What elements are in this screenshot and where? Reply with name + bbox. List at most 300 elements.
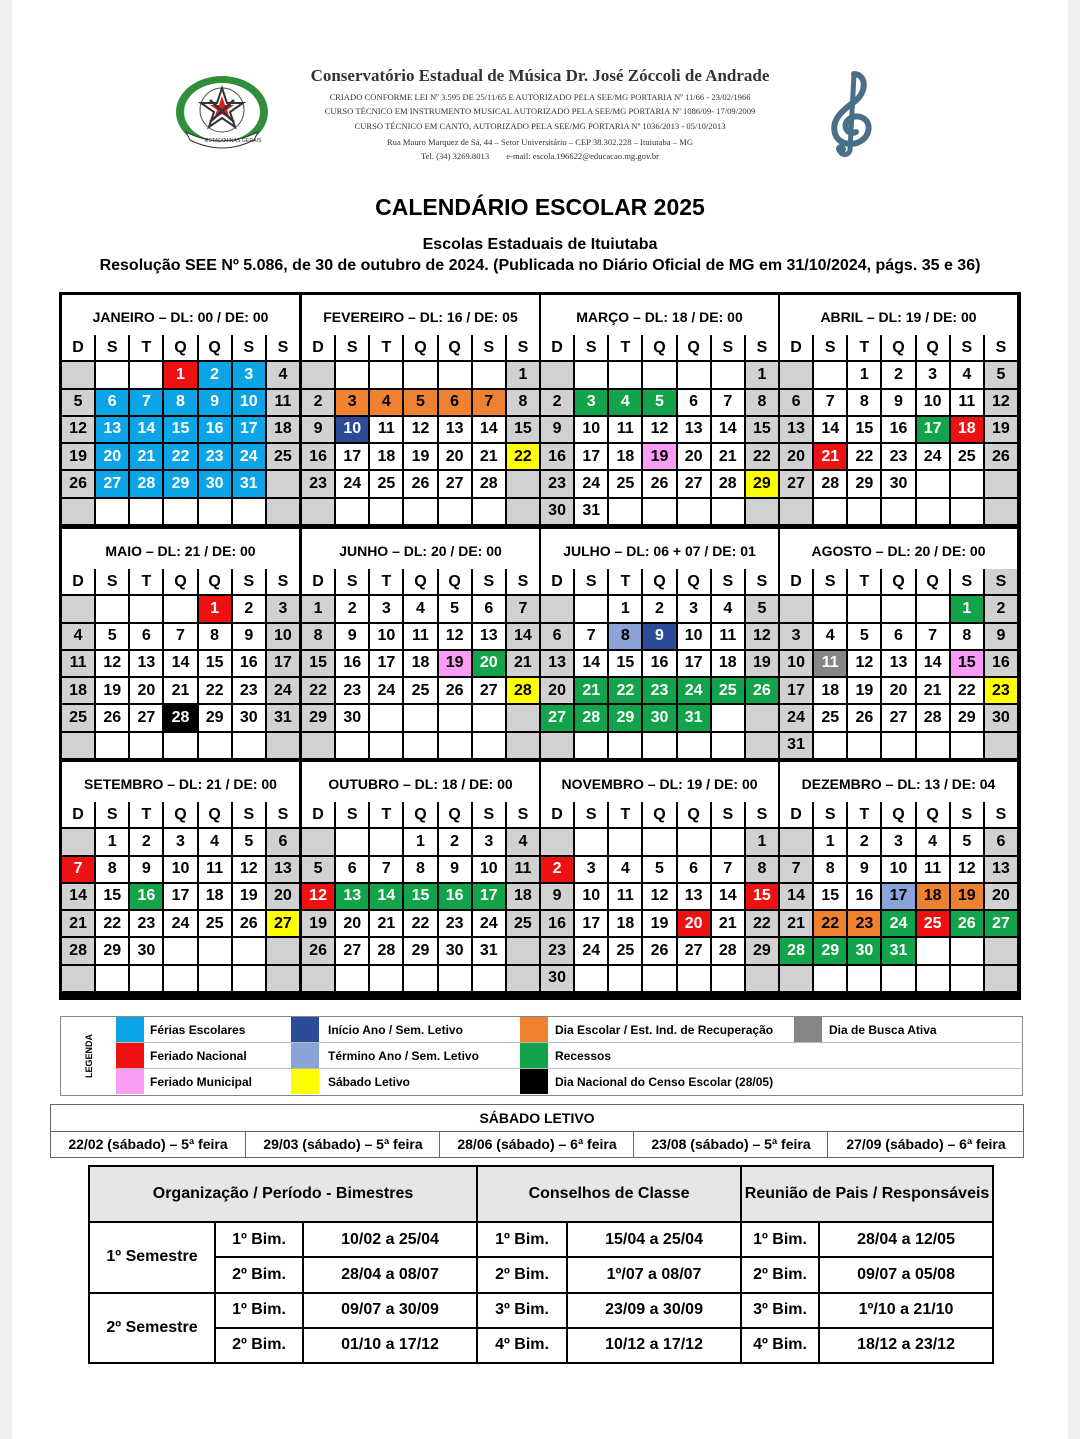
empty-day-cell <box>439 362 471 387</box>
weekday-header: Q <box>199 569 231 594</box>
day-cell: 14 <box>917 651 949 676</box>
day-cell: 12 <box>96 651 128 676</box>
day-cell: 29 <box>164 471 196 496</box>
conselho-label: 2º Bim. <box>477 1257 567 1292</box>
day-cell: 18 <box>609 911 641 936</box>
header-conselhos: Conselhos de Classe <box>477 1166 741 1222</box>
day-cell: 3 <box>370 596 402 621</box>
day-cell: 2 <box>848 829 880 854</box>
month-title: SETEMBRO – DL: 21 / DE: 00 <box>84 776 277 792</box>
day-cell: 18 <box>199 884 231 909</box>
empty-day-cell <box>951 938 983 963</box>
day-cell: 21 <box>130 444 162 469</box>
day-cell: 2 <box>439 829 471 854</box>
day-cell: 25 <box>609 471 641 496</box>
empty-day-cell <box>609 362 641 387</box>
day-cell: 1 <box>302 596 334 621</box>
month-title: MARÇO – DL: 18 / DE: 00 <box>576 309 743 325</box>
month-days-grid <box>780 802 1017 991</box>
day-cell: 3 <box>678 596 710 621</box>
day-cell: 11 <box>917 857 949 882</box>
day-cell: 15 <box>507 417 539 442</box>
day-cell: 3 <box>473 829 505 854</box>
day-cell: 25 <box>507 911 539 936</box>
day-cell: 8 <box>96 857 128 882</box>
weekday-header: S <box>951 802 983 827</box>
day-cell: 6 <box>439 390 471 415</box>
day-cell: 11 <box>267 390 299 415</box>
day-cell: 19 <box>404 444 436 469</box>
day-cell: 21 <box>712 444 744 469</box>
day-cell: 23 <box>848 911 880 936</box>
day-cell: 14 <box>712 884 744 909</box>
month-days-grid <box>780 569 1017 758</box>
day-cell: 25 <box>609 938 641 963</box>
weekday-header: S <box>985 802 1017 827</box>
day-cell: 20 <box>678 911 710 936</box>
weekday-header: T <box>848 802 880 827</box>
day-cell: 3 <box>882 829 914 854</box>
day-cell: 31 <box>473 938 505 963</box>
day-cell: 27 <box>541 705 573 730</box>
day-cell: 9 <box>882 390 914 415</box>
conselho-period: 1º/07 a 08/07 <box>567 1257 741 1292</box>
day-cell: 3 <box>233 362 265 387</box>
day-cell: 5 <box>233 829 265 854</box>
weekday-header: S <box>746 802 778 827</box>
empty-day-cell <box>62 829 94 854</box>
day-cell: 28 <box>814 471 846 496</box>
saturday-school-days <box>50 1104 1024 1158</box>
empty-day-cell <box>473 966 505 991</box>
day-cell: 22 <box>746 911 778 936</box>
day-cell: 11 <box>370 417 402 442</box>
day-cell: 18 <box>404 651 436 676</box>
day-cell: 31 <box>575 499 607 524</box>
day-cell: 27 <box>130 705 162 730</box>
empty-day-cell <box>404 966 436 991</box>
empty-day-cell <box>370 362 402 387</box>
weekday-header: S <box>267 335 299 360</box>
day-cell: 1 <box>814 829 846 854</box>
month-days-grid <box>302 802 539 991</box>
day-cell: 27 <box>267 911 299 936</box>
page-title: CALENDÁRIO ESCOLAR 2025 <box>375 194 705 220</box>
day-cell: 27 <box>439 471 471 496</box>
day-cell: 5 <box>643 857 675 882</box>
day-cell: 22 <box>302 678 334 703</box>
empty-day-cell <box>985 471 1017 496</box>
day-cell: 30 <box>130 938 162 963</box>
empty-day-cell <box>233 966 265 991</box>
empty-day-cell <box>404 362 436 387</box>
weekday-header: S <box>814 335 846 360</box>
day-cell: 8 <box>164 390 196 415</box>
weekday-header: S <box>336 802 368 827</box>
day-cell: 27 <box>678 938 710 963</box>
day-cell: 30 <box>439 938 471 963</box>
school-contact: Tel. (34) 3269.8013 e-mail: escola.196622@educacao.mg.gov.br <box>420 151 659 161</box>
day-cell: 21 <box>814 444 846 469</box>
day-cell: 19 <box>643 444 675 469</box>
day-cell: 2 <box>130 829 162 854</box>
day-cell: 30 <box>848 938 880 963</box>
empty-day-cell <box>439 733 471 758</box>
weekday-header: S <box>575 335 607 360</box>
day-cell: 27 <box>882 705 914 730</box>
day-cell: 30 <box>882 471 914 496</box>
day-cell: 15 <box>164 417 196 442</box>
day-cell: 22 <box>746 444 778 469</box>
day-cell: 21 <box>780 911 812 936</box>
day-cell: 2 <box>233 596 265 621</box>
day-cell: 9 <box>985 624 1017 649</box>
day-cell: 6 <box>267 829 299 854</box>
empty-day-cell <box>199 499 231 524</box>
weekday-header: S <box>233 569 265 594</box>
day-cell: 1 <box>848 362 880 387</box>
empty-day-cell <box>302 499 334 524</box>
empty-day-cell <box>643 829 675 854</box>
day-cell: 20 <box>678 444 710 469</box>
month-title: JULHO – DL: 06 + 07 / DE: 01 <box>563 543 756 559</box>
day-cell: 9 <box>439 857 471 882</box>
resolution-line: Resolução SEE Nº 5.086, de 30 de outubro de 2024. (Publicada no Diário Oficial de MG em 31/10/2024, págs. 35 e 36) <box>99 257 981 274</box>
day-cell: 6 <box>541 624 573 649</box>
day-cell: 14 <box>62 884 94 909</box>
empty-day-cell <box>541 362 573 387</box>
emblem-text-left: ESTADO <box>205 138 226 144</box>
day-cell: 9 <box>199 390 231 415</box>
state-emblem-icon <box>172 70 272 156</box>
empty-day-cell <box>712 733 744 758</box>
bim-label: 1º Bim. <box>215 1293 303 1328</box>
month-block <box>302 529 539 758</box>
empty-day-cell <box>62 733 94 758</box>
weekday-header: S <box>951 569 983 594</box>
day-cell: 9 <box>541 884 573 909</box>
weekday-header: Q <box>882 335 914 360</box>
empty-day-cell <box>267 733 299 758</box>
day-cell: 28 <box>130 471 162 496</box>
empty-day-cell <box>575 362 607 387</box>
empty-day-cell <box>199 938 231 963</box>
empty-day-cell <box>575 829 607 854</box>
day-cell: 11 <box>62 651 94 676</box>
day-cell: 22 <box>96 911 128 936</box>
day-cell: 25 <box>951 444 983 469</box>
empty-day-cell <box>199 733 231 758</box>
day-cell: 19 <box>951 884 983 909</box>
day-cell: 18 <box>267 417 299 442</box>
day-cell: 14 <box>575 651 607 676</box>
day-cell: 12 <box>848 651 880 676</box>
reuniao-period: 1º/10 a 21/10 <box>819 1293 993 1328</box>
day-cell: 20 <box>336 911 368 936</box>
empty-day-cell <box>917 938 949 963</box>
day-cell: 11 <box>814 651 846 676</box>
weekday-header: S <box>233 335 265 360</box>
empty-day-cell <box>780 499 812 524</box>
empty-day-cell <box>712 829 744 854</box>
day-cell: 19 <box>746 651 778 676</box>
day-cell: 7 <box>780 857 812 882</box>
day-cell: 9 <box>130 857 162 882</box>
legend-label-busca-ativa: Dia de Busca Ativa <box>829 1023 937 1037</box>
month-days-grid <box>541 335 778 524</box>
day-cell: 2 <box>643 596 675 621</box>
day-cell: 28 <box>917 705 949 730</box>
day-cell: 23 <box>541 471 573 496</box>
bim-label: 2º Bim. <box>215 1257 303 1292</box>
empty-day-cell <box>404 733 436 758</box>
day-cell: 17 <box>473 884 505 909</box>
empty-day-cell <box>780 596 812 621</box>
weekday-header: T <box>609 335 641 360</box>
legend-swatch-inicio <box>291 1017 319 1042</box>
day-cell: 12 <box>404 417 436 442</box>
weekday-header: S <box>985 569 1017 594</box>
day-cell: 24 <box>575 471 607 496</box>
empty-day-cell <box>917 733 949 758</box>
reuniao-period: 18/12 a 23/12 <box>819 1328 993 1363</box>
day-cell: 25 <box>267 444 299 469</box>
day-cell: 20 <box>985 884 1017 909</box>
day-cell: 13 <box>267 857 299 882</box>
weekday-header: S <box>96 802 128 827</box>
calendar-grid <box>59 292 1021 1000</box>
empty-day-cell <box>233 938 265 963</box>
day-cell: 2 <box>541 857 573 882</box>
weekday-header: T <box>370 569 402 594</box>
day-cell: 13 <box>985 857 1017 882</box>
day-cell: 15 <box>814 884 846 909</box>
empty-day-cell <box>746 499 778 524</box>
empty-day-cell <box>507 471 539 496</box>
day-cell: 9 <box>233 624 265 649</box>
day-cell: 16 <box>130 884 162 909</box>
weekday-header: Q <box>678 802 710 827</box>
day-cell: 19 <box>302 911 334 936</box>
empty-day-cell <box>712 966 744 991</box>
weekday-header: T <box>609 569 641 594</box>
empty-day-cell <box>951 499 983 524</box>
day-cell: 6 <box>678 390 710 415</box>
day-cell: 9 <box>336 624 368 649</box>
weekday-header: Q <box>882 569 914 594</box>
weekday-header: S <box>507 802 539 827</box>
day-cell: 29 <box>746 938 778 963</box>
day-cell: 22 <box>507 444 539 469</box>
day-cell: 17 <box>267 651 299 676</box>
saturday-item: 22/02 (sábado) – 5ª feira <box>68 1136 228 1152</box>
day-cell: 24 <box>575 938 607 963</box>
day-cell: 23 <box>199 444 231 469</box>
day-cell: 23 <box>985 678 1017 703</box>
day-cell: 28 <box>575 705 607 730</box>
day-cell: 28 <box>780 938 812 963</box>
weekday-header: Q <box>917 569 949 594</box>
day-cell: 13 <box>130 651 162 676</box>
empty-day-cell <box>62 966 94 991</box>
weekday-header: S <box>746 569 778 594</box>
day-cell: 7 <box>473 390 505 415</box>
weekday-header: Q <box>439 802 471 827</box>
legend-swatch-censo <box>520 1069 548 1094</box>
day-cell: 5 <box>643 390 675 415</box>
legend-label-censo: Dia Nacional do Censo Escolar (28/05) <box>555 1075 774 1089</box>
day-cell: 22 <box>814 911 846 936</box>
weekday-header: T <box>130 335 162 360</box>
day-cell: 24 <box>473 911 505 936</box>
month-title: JUNHO – DL: 20 / DE: 00 <box>339 543 502 559</box>
day-cell: 25 <box>404 678 436 703</box>
day-cell: 14 <box>164 651 196 676</box>
day-cell: 24 <box>678 678 710 703</box>
day-cell: 21 <box>712 911 744 936</box>
day-cell: 5 <box>746 596 778 621</box>
reuniao-label: 2º Bim. <box>741 1257 819 1292</box>
weekday-header: S <box>951 335 983 360</box>
day-cell: 25 <box>917 911 949 936</box>
empty-day-cell <box>233 499 265 524</box>
day-cell: 31 <box>780 733 812 758</box>
empty-day-cell <box>848 733 880 758</box>
empty-day-cell <box>917 596 949 621</box>
empty-day-cell <box>541 829 573 854</box>
empty-day-cell <box>507 938 539 963</box>
empty-day-cell <box>712 362 744 387</box>
day-cell: 25 <box>199 911 231 936</box>
day-cell: 28 <box>712 938 744 963</box>
month-title: MAIO – DL: 21 / DE: 00 <box>105 543 256 559</box>
day-cell: 4 <box>951 362 983 387</box>
day-cell: 15 <box>746 884 778 909</box>
legend-swatch-feriado-nacional <box>116 1043 144 1068</box>
day-cell: 22 <box>404 911 436 936</box>
reuniao-period: 09/07 a 05/08 <box>819 1257 993 1292</box>
month-days-grid <box>780 335 1017 524</box>
empty-day-cell <box>780 966 812 991</box>
legend-label-sabado: Sábado Letivo <box>328 1075 411 1089</box>
day-cell: 20 <box>882 678 914 703</box>
weekday-header: S <box>336 335 368 360</box>
day-cell: 30 <box>233 705 265 730</box>
weekday-header: D <box>780 569 812 594</box>
day-cell: 23 <box>302 471 334 496</box>
month-days-grid <box>541 569 778 758</box>
empty-day-cell <box>541 733 573 758</box>
day-cell: 26 <box>985 444 1017 469</box>
day-cell: 16 <box>199 417 231 442</box>
day-cell: 19 <box>985 417 1017 442</box>
weekday-header: S <box>507 335 539 360</box>
day-cell: 21 <box>507 651 539 676</box>
weekday-header: S <box>712 802 744 827</box>
day-cell: 12 <box>643 417 675 442</box>
day-cell: 22 <box>951 678 983 703</box>
weekday-header: T <box>848 569 880 594</box>
day-cell: 3 <box>917 362 949 387</box>
day-cell: 4 <box>712 596 744 621</box>
empty-day-cell <box>507 705 539 730</box>
weekday-header: S <box>814 802 846 827</box>
day-cell: 16 <box>233 651 265 676</box>
day-cell: 28 <box>62 938 94 963</box>
day-cell: 29 <box>814 938 846 963</box>
day-cell: 26 <box>302 938 334 963</box>
day-cell: 22 <box>164 444 196 469</box>
weekday-header: T <box>370 335 402 360</box>
empty-day-cell <box>62 596 94 621</box>
empty-day-cell <box>643 499 675 524</box>
saturday-item: 23/08 (sábado) – 5ª feira <box>633 1132 828 1157</box>
day-cell: 13 <box>678 417 710 442</box>
weekday-header: Q <box>199 802 231 827</box>
day-cell: 5 <box>848 624 880 649</box>
day-cell: 10 <box>267 624 299 649</box>
weekday-header: T <box>130 802 162 827</box>
weekday-header: D <box>62 569 94 594</box>
month-title: DEZEMBRO – DL: 13 / DE: 04 <box>801 776 996 792</box>
weekday-header: Q <box>678 569 710 594</box>
bim-period: 09/07 a 30/09 <box>303 1293 477 1328</box>
empty-day-cell <box>302 733 334 758</box>
day-cell: 8 <box>848 390 880 415</box>
course-singing-line: CURSO TÉCNICO EM CANTO, AUTORIZADO PELA SEE/MG PORTARIA Nº 1036/2013 - 05/10/2013 <box>354 121 726 131</box>
day-cell: 10 <box>917 390 949 415</box>
month-block <box>62 762 299 991</box>
empty-day-cell <box>130 966 162 991</box>
day-cell: 6 <box>336 857 368 882</box>
day-cell: 1 <box>951 596 983 621</box>
empty-day-cell <box>575 966 607 991</box>
weekday-header: S <box>473 569 505 594</box>
weekday-header: Q <box>164 335 196 360</box>
header-organizacao: Organização / Período - Bimestres <box>89 1166 477 1222</box>
day-cell: 8 <box>302 624 334 649</box>
day-cell: 13 <box>439 417 471 442</box>
day-cell: 8 <box>199 624 231 649</box>
day-cell: 18 <box>507 884 539 909</box>
day-cell: 26 <box>404 471 436 496</box>
day-cell: 17 <box>233 417 265 442</box>
day-cell: 29 <box>951 705 983 730</box>
day-cell: 20 <box>439 444 471 469</box>
empty-day-cell <box>302 966 334 991</box>
reuniao-label: 4º Bim. <box>741 1328 819 1363</box>
day-cell: 11 <box>199 857 231 882</box>
empty-day-cell <box>370 966 402 991</box>
empty-day-cell <box>96 499 128 524</box>
conselho-period: 15/04 a 25/04 <box>567 1222 741 1257</box>
day-cell: 16 <box>541 911 573 936</box>
empty-day-cell <box>780 362 812 387</box>
empty-day-cell <box>917 471 949 496</box>
empty-day-cell <box>130 733 162 758</box>
empty-day-cell <box>712 499 744 524</box>
legend-label-feriado-municipal: Feriado Municipal <box>150 1075 253 1089</box>
day-cell: 18 <box>370 444 402 469</box>
empty-day-cell <box>164 966 196 991</box>
day-cell: 12 <box>302 884 334 909</box>
weekday-header: T <box>130 569 162 594</box>
weekday-header: D <box>62 802 94 827</box>
day-cell: 6 <box>130 624 162 649</box>
day-cell: 29 <box>96 938 128 963</box>
day-cell: 4 <box>267 362 299 387</box>
empty-day-cell <box>267 499 299 524</box>
